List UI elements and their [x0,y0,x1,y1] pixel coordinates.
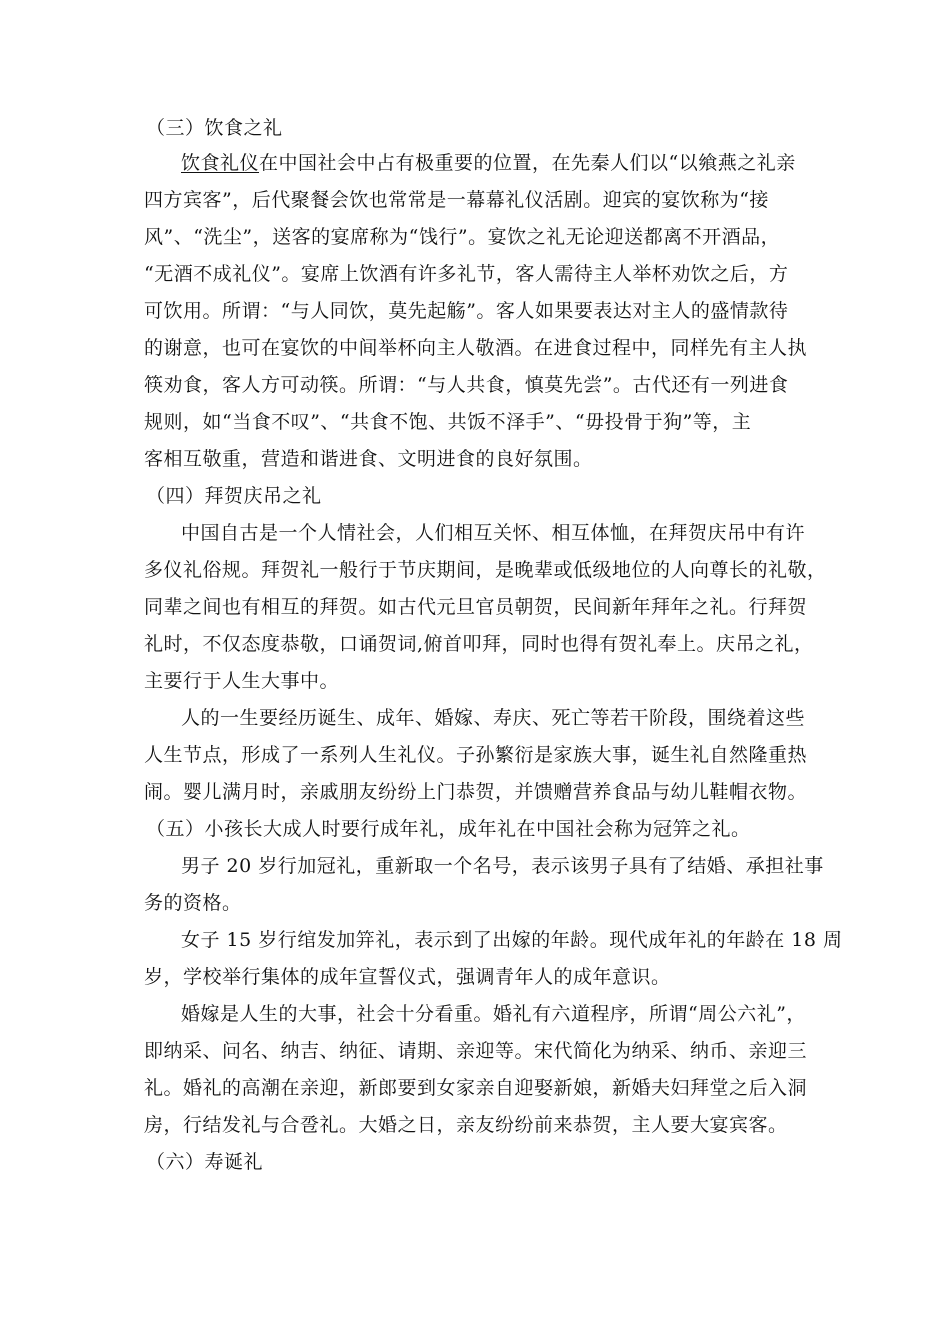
paragraph-line: 四方宾客”，后代聚餐会饮也常常是一幕幕礼仪活剧。迎宾的宴饮称为“接 [144,189,769,211]
link-text[interactable]: 饮食礼仪 [181,152,260,174]
paragraph-line: 即纳采、问名、纳吉、纳征、请期、亲迎等。宋代简化为纳采、纳币、亲迎三 [144,1040,808,1062]
paragraph-line: “无酒不成礼仪”。宴席上饮酒有许多礼节，客人需待主人举杯劝饮之后，方 [144,263,789,285]
paragraph-line: 主要行于人生大事中。 [144,670,340,692]
paragraph-line: 中国自古是一个人情社会，人们相互关怀、相互体恤，在拜贺庆吊中有许 [181,522,806,544]
paragraph-line: 多仪礼俗规。拜贺礼一般行于节庆期间，是晚辈或低级地位的人向尊长的礼敬， [144,559,827,581]
paragraph-line: 岁，学校举行集体的成年宣誓仪式，强调青年人的成年意识。 [144,966,671,988]
paragraph-line: 婚嫁是人生的大事，社会十分看重。婚礼有六道程序，所谓“周公六礼”， [181,1003,806,1025]
paragraph-line: 礼时，不仅态度恭敬，口诵贺词,俯首叩拜，同时也得有贺礼奉上。庆吊之礼， [144,633,814,655]
paragraph-line: 务的资格。 [144,892,242,914]
paragraph-line: 男子 20 岁行加冠礼，重新取一个名号，表示该男子具有了结婚、承担社事 [181,855,824,877]
paragraph-line: 风”、“洗尘”，送客的宴席称为“饯行”。宴饮之礼无论迎送都离不开酒品， [144,226,781,248]
paragraph-line: 筷劝食，客人方可动筷。所谓：“与人共食，慎莫先尝”。古代还有一列进食 [144,374,789,396]
paragraph-line: 女子 15 岁行绾发加笄礼，表示到了出嫁的年龄。现代成年礼的年龄在 18 周 [181,929,843,951]
paragraph-line: 人的一生要经历诞生、成年、婚嫁、寿庆、死亡等若干阶段，围绕着这些 [181,707,806,729]
paragraph-text: 在中国社会中占有极重要的位置，在先秦人们以“以飨燕之礼亲 [259,152,796,174]
paragraph-line [181,150,796,176]
paragraph-line: 礼。婚礼的高潮在亲迎，新郎要到女家亲自迎娶新娘，新婚夫妇拜堂之后入洞 [144,1077,808,1099]
paragraph-line: 规则，如“当食不叹”、“共食不饱、共饭不泽手”、“毋投骨于狗”等，主 [144,411,752,433]
paragraph-line: 闹。婴儿满月时，亲戚朋友纷纷上门恭贺，并馈赠营养食品与幼儿鞋帽衣物。 [144,781,808,803]
section-heading-3: （三）饮食之礼 [146,117,283,139]
paragraph-line: 的谢意，也可在宴饮的中间举杯向主人敬酒。在进食过程中，同样先有主人执 [144,337,808,359]
section-heading-6: （六）寿诞礼 [146,1151,264,1173]
paragraph-line: 人生节点，形成了一系列人生礼仪。子孙繁衍是家族大事，诞生礼自然隆重热 [144,744,808,766]
paragraph-line: 房，行结发礼与合卺礼。大婚之日，亲友纷纷前来恭贺，主人要大宴宾客。 [144,1114,788,1136]
section-heading-5: （五）小孩长大成人时要行成年礼，成年礼在中国社会称为冠笄之礼。 [146,818,751,840]
paragraph-line: 同辈之间也有相互的拜贺。如古代元旦官员朝贺，民间新年拜年之礼。行拜贺 [144,596,808,618]
section-heading-4: （四）拜贺庆吊之礼 [146,485,322,507]
paragraph-line: 可饮用。所谓：“与人同饮，莫先起觞”。客人如果要表达对主人的盛情款待 [144,300,789,322]
paragraph-line: 客相互敬重，营造和谐进食、文明进食的良好氛围。 [144,448,593,470]
